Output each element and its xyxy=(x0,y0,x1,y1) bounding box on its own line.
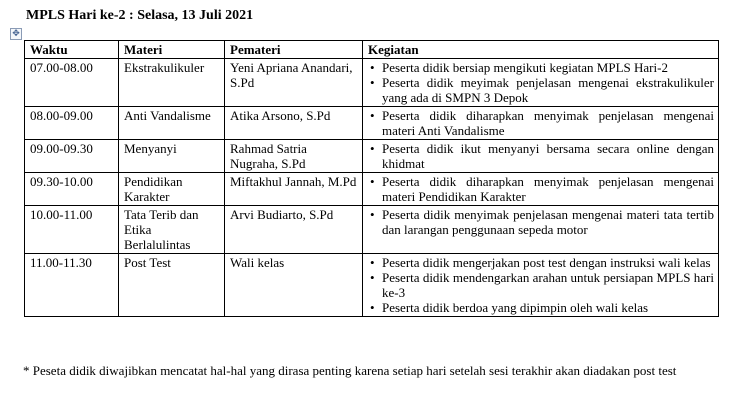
table-move-handle-icon[interactable]: ✥ xyxy=(10,28,22,40)
cell-pemateri: Arvi Budiarto, S.Pd xyxy=(225,206,363,254)
cell-materi: Post Test xyxy=(119,254,225,317)
kegiatan-item: • Peserta didik diharapkan menyimak penjelasan mengenai materi Anti Vandalisme xyxy=(368,108,714,138)
kegiatan-item: • Peserta didik menyimak penjelasan mengenai materi tata tertib dan larangan penggunaan sepeda motor xyxy=(368,207,714,237)
header-materi: Materi xyxy=(119,41,225,59)
cell-waktu: 08.00-09.00 xyxy=(25,107,119,140)
cell-waktu: 07.00-08.00 xyxy=(25,59,119,107)
table-row xyxy=(25,206,719,254)
cell-pemateri: Yeni Apriana Anandari, S.Pd xyxy=(225,59,363,107)
header-waktu: Waktu xyxy=(25,41,119,59)
document-title: MPLS Hari ke-2 : Selasa, 13 Juli 2021 xyxy=(26,8,254,23)
cell-materi: Anti Vandalisme xyxy=(119,107,225,140)
cell-pemateri: Atika Arsono, S.Pd xyxy=(225,107,363,140)
header-kegiatan: Kegiatan xyxy=(363,41,719,59)
cell-kegiatan xyxy=(363,254,719,317)
kegiatan-item: • Peserta didik berdoa yang dipimpin oleh wali kelas xyxy=(368,300,714,315)
table-row xyxy=(25,107,719,140)
cell-kegiatan xyxy=(363,107,719,140)
cell-materi: Tata Terib dan Etika Berlalulintas xyxy=(119,206,225,254)
cell-pemateri: Rahmad Satria Nugraha, S.Pd xyxy=(225,140,363,173)
cell-waktu: 11.00-11.30 xyxy=(25,254,119,317)
cell-pemateri: Wali kelas xyxy=(225,254,363,317)
cell-kegiatan xyxy=(363,173,719,206)
schedule-table xyxy=(24,40,719,317)
table-row xyxy=(25,140,719,173)
cell-kegiatan xyxy=(363,140,719,173)
header-pemateri: Pemateri xyxy=(225,41,363,59)
cell-waktu: 09.30-10.00 xyxy=(25,173,119,206)
table-row xyxy=(25,254,719,317)
cell-waktu: 10.00-11.00 xyxy=(25,206,119,254)
cell-materi: Pendidikan Karakter xyxy=(119,173,225,206)
kegiatan-item: • Peserta didik ikut menyanyi bersama secara online dengan khidmat xyxy=(368,141,714,171)
cell-materi: Ekstrakulikuler xyxy=(119,59,225,107)
table-row xyxy=(25,59,719,107)
kegiatan-item: • Peserta didik mendengarkan arahan untuk persiapan MPLS hari ke-3 xyxy=(368,270,714,300)
cell-kegiatan xyxy=(363,206,719,254)
cell-waktu: 09.00-09.30 xyxy=(25,140,119,173)
kegiatan-item: • Peserta didik mengerjakan post test dengan instruksi wali kelas xyxy=(368,255,714,270)
cell-materi: Menyanyi xyxy=(119,140,225,173)
table-row xyxy=(25,173,719,206)
cell-kegiatan xyxy=(363,59,719,107)
kegiatan-item: • Peserta didik bersiap mengikuti kegiatan MPLS Hari-2 xyxy=(368,60,714,75)
table-header-row xyxy=(25,41,719,59)
footnote: * Peseta didik diwajibkan mencatat hal-hal yang dirasa penting karena setiap hari setelah sesi terakhir akan diadakan post test xyxy=(23,363,677,378)
kegiatan-item: • Peserta didik meyimak penjelasan mengenai ekstrakulikuler yang ada di SMPN 3 Depok xyxy=(368,75,714,105)
cell-pemateri: Miftakhul Jannah, M.Pd xyxy=(225,173,363,206)
kegiatan-item: • Peserta didik diharapkan menyimak penjelasan mengenai materi Pendidikan Karakter xyxy=(368,174,714,204)
